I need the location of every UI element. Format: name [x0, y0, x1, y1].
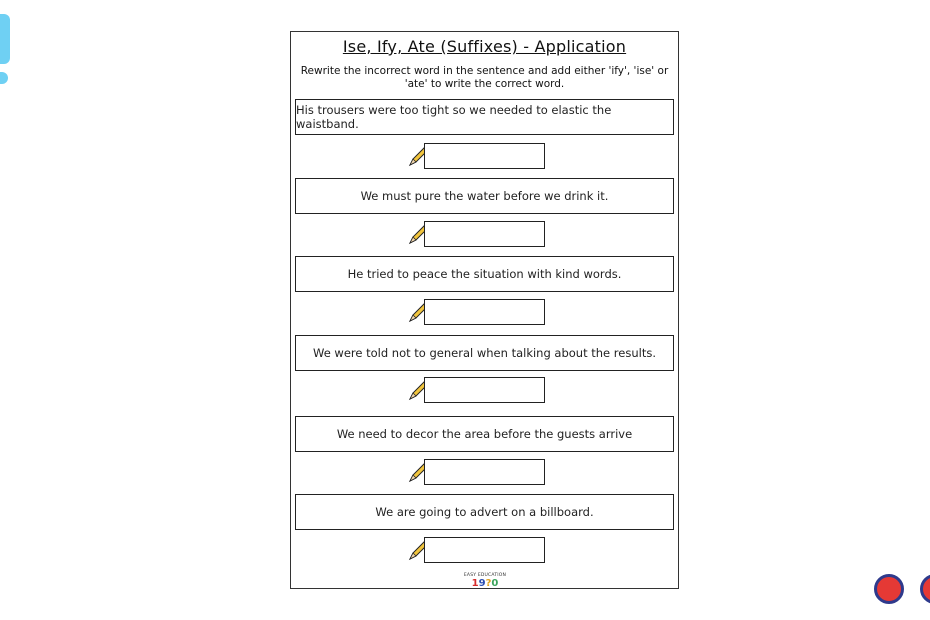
answer-box-4[interactable] — [424, 377, 545, 403]
answer-box-3[interactable] — [424, 299, 545, 325]
logo-digit: 1 — [471, 578, 479, 589]
worksheet-title: Ise, Ify, Ate (Suffixes) - Application — [342, 37, 627, 56]
easy-education-logo — [461, 573, 509, 589]
worksheet-instruction: Rewrite the incorrect word in the sentence and add either 'ify', 'ise' or 'ate' to write the correct word. — [300, 65, 669, 90]
logo-digit: 9 — [478, 578, 486, 589]
logo-digits — [461, 578, 509, 589]
question-sentence-6: We are going to advert on a billboard. — [295, 494, 674, 530]
answer-box-2[interactable] — [424, 221, 545, 247]
logo-digit: 0 — [491, 578, 499, 589]
question-sentence-1: His trousers were too tight so we needed to elastic the waistband. — [295, 99, 674, 135]
question-sentence-2: We must pure the water before we drink it. — [295, 178, 674, 214]
exclamation-mark-icon — [0, 14, 12, 84]
logo-text: EASY EDUCATION — [463, 573, 507, 578]
logo-digit: ? — [485, 578, 492, 589]
exclamation-bar — [0, 14, 10, 64]
question-sentence-4: We were told not to general when talking about the results. — [295, 335, 674, 371]
exclamation-dot — [0, 72, 8, 84]
badge-icon — [874, 574, 904, 604]
worksheet-page — [290, 31, 679, 589]
question-sentence-5: We need to decor the area before the guests arrive — [295, 416, 674, 452]
answer-box-1[interactable] — [424, 143, 545, 169]
question-sentence-3: He tried to peace the situation with kind words. — [295, 256, 674, 292]
answer-box-6[interactable] — [424, 537, 545, 563]
answer-box-5[interactable] — [424, 459, 545, 485]
badge-icon — [920, 574, 930, 604]
